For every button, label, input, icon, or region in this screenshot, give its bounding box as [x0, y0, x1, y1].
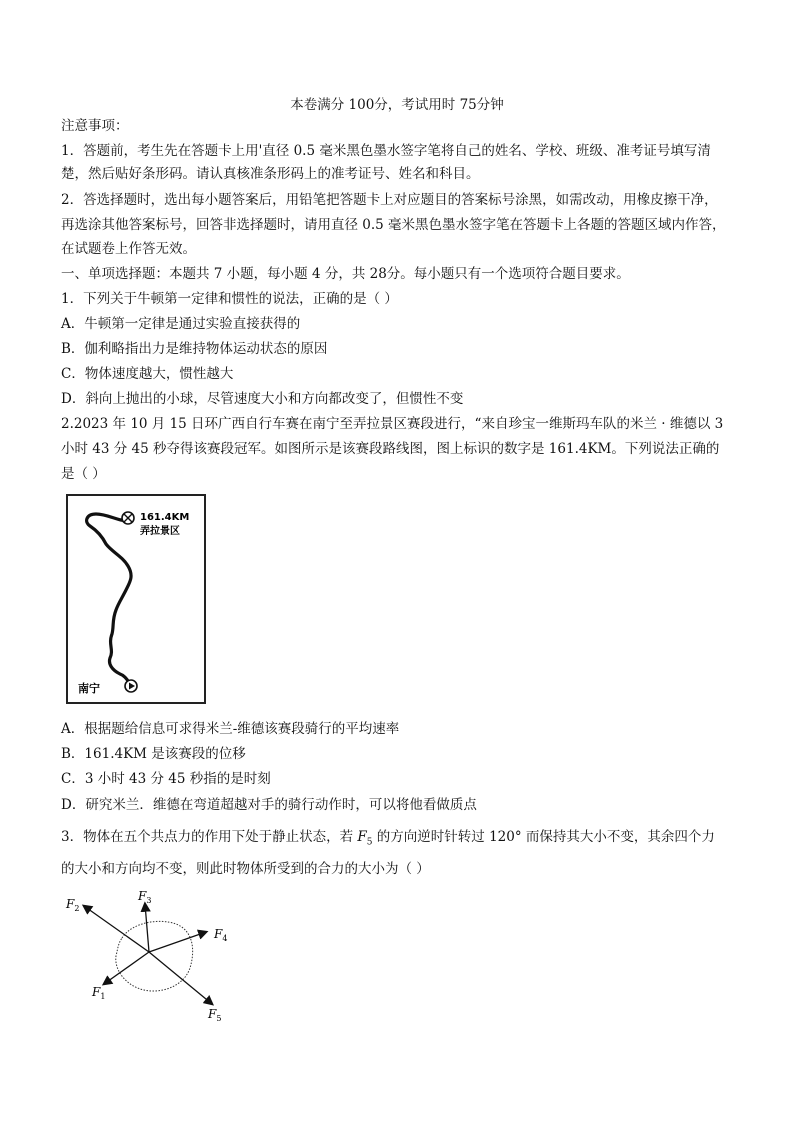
q1-option-d: D．斜向上抛出的小球，尽管速度大小和方向都改变了，但惯性不变	[61, 391, 464, 407]
notice-item-1-line-2: 楚，然后贴好条形码。请认真核准条形码上的准考证号、姓名和科目。	[61, 166, 480, 182]
q2-stem-line-1: 2.2023 年 10 月 15 日环广西自行车赛在南宁至弄拉景区赛段进行，“来自珍宝一维斯玛车队的米兰 · 维德以 3	[61, 416, 724, 432]
route-path	[87, 514, 132, 686]
q2-option-c: C．3 小时 43 分 45 秒指的是时刻	[61, 771, 271, 787]
force-diagram-svg	[62, 888, 242, 1028]
q3-stem-part-1: 3．物体在五个共点力的作用下处于静止状态，若	[61, 829, 358, 845]
notice-item-2-line-1: 2．答选择题时，选出每小题答案后，用铅笔把答题卡上对应题目的答案标号涂黑，如需改动，用橡皮擦干净，	[61, 192, 718, 208]
q2-option-d: D．研究米兰．维德在弯道超越对手的骑行动作时，可以将他看做质点	[61, 797, 477, 813]
force-f2-arrow	[84, 906, 149, 952]
map-start-label: 南宁	[78, 682, 100, 695]
f3-label: $F_3$	[138, 889, 152, 905]
notice-item-2-line-3: 在试题卷上作答无效。	[61, 241, 196, 257]
f1-label: $F_1$	[92, 985, 106, 1001]
q2-stem-line-2: 小时 43 分 45 秒夺得该赛段冠军。如图所示是该赛段路线图，图上标识的数字是 161.4KM。下列说法正确的	[61, 441, 720, 457]
q3-stem-part-2: 的方向逆时针转过 120° 而保持其大小不变，其余四个力	[372, 829, 715, 845]
section-1-heading: 一、单项选择题：本题共 7 小题，每小题 4 分，共 28分。每小题只有一个选项符合题目要求。	[61, 266, 630, 282]
q2-stem-line-3: 是（ ）	[61, 466, 106, 482]
q1-option-c: C．物体速度越大，惯性越大	[61, 366, 234, 382]
force-f4-arrow	[149, 932, 206, 952]
map-distance-label: 161.4KM	[140, 512, 190, 523]
page-title: 本卷满分 100分，考试用时 75分钟	[290, 97, 504, 113]
f2-label: $F_2$	[66, 897, 80, 913]
notice-item-1-line-1: 1．答题前，考生先在答题卡上用'直径 0.5 毫米黑色墨水签字笔将自己的姓名、学校、班级、准考证号填写清	[61, 143, 711, 159]
force-diagram-figure	[62, 888, 242, 1028]
map-end-label: 弄拉景区	[140, 526, 180, 537]
q3-force-subscript: 5	[366, 837, 373, 848]
f5-label: $F_5$	[208, 1007, 222, 1023]
q1-option-b: B．伽利略指出力是维持物体运动状态的原因	[61, 341, 328, 357]
force-f1-arrow	[104, 952, 149, 984]
q3-stem-line-1	[61, 827, 741, 853]
q3-force-symbol: F	[357, 829, 367, 845]
f4-label: $F_4$	[214, 927, 228, 943]
notice-item-2-line-2: 再选涂其他答案标号，回答非选择题时，请用直径 0.5 毫米黑色墨水签字笔在答题卡上各题的答题区域内作答，	[61, 217, 726, 233]
force-f3-arrow	[145, 904, 149, 952]
force-f5-arrow	[149, 952, 212, 1004]
notice-heading: 注意事项：	[61, 118, 129, 134]
q1-option-a: A．牛顿第一定律是通过实验直接获得的	[61, 316, 301, 332]
q2-option-b: B．161.4KM 是该赛段的位移	[61, 746, 246, 762]
route-map-figure	[66, 494, 206, 704]
q1-stem: 1．下列关于牛顿第一定律和惯性的说法，正确的是（ ）	[61, 291, 398, 307]
q3-stem-line-2: 的大小和方向均不变，则此时物体所受到的合力的大小为（ ）	[61, 861, 430, 877]
route-map-svg	[68, 496, 204, 702]
q2-option-a: A．根据题给信息可求得米兰-维德该赛段骑行的平均速率	[61, 721, 400, 737]
